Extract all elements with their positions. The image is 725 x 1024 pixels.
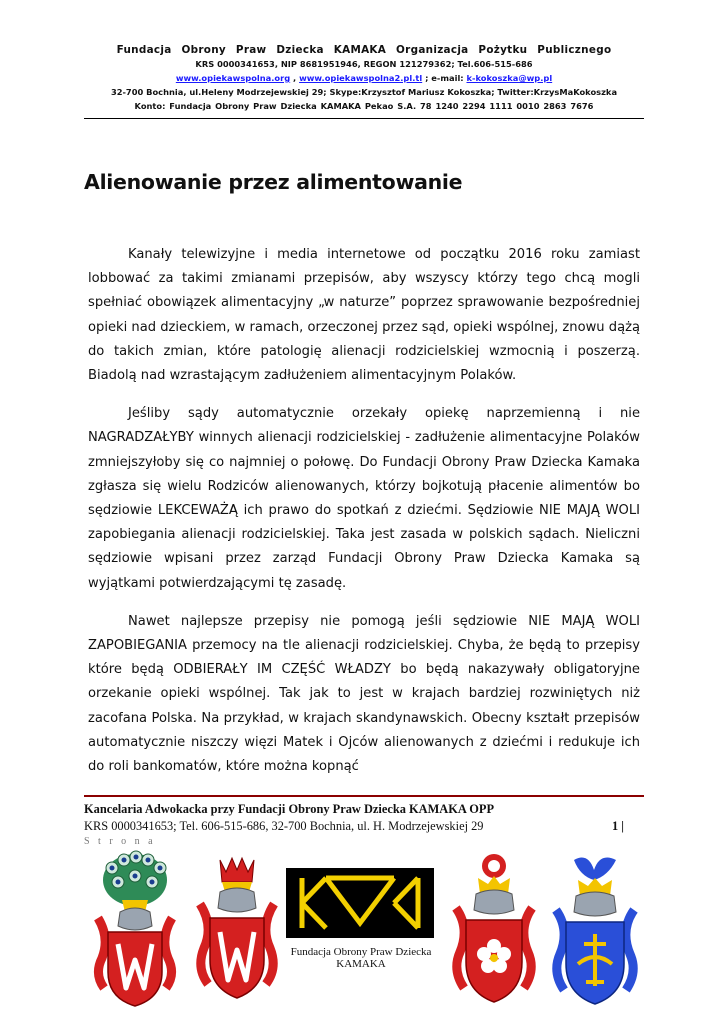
header-bank-account: Konto: Fundacja Obrony Praw Dziecka KAMAKA Pekao S.A. 78 1240 2294 1111 0010 2863 7676: [134, 101, 594, 111]
coat-of-arms-crown-icon: [192, 852, 282, 1018]
coat-of-arms-blue-icon: [548, 850, 642, 1018]
header-address: 32-700 Bochnia, ul.Heleny Modrzejewskiej 29; Skype:Krzysztof Mariusz Kokoszka; Twitter:KrzysMaKokoszka: [110, 87, 618, 97]
coat-of-arms-feathers-icon: [90, 848, 180, 1018]
header-registry: KRS 0000341653, NIP 8681951946, REGON 121279362; Tel.606-515-686: [195, 59, 533, 69]
header-divider: [84, 118, 644, 119]
page-footer: [84, 802, 644, 847]
document-title: Alienowanie przez alimentowanie: [84, 170, 463, 194]
footer-contact: [84, 819, 644, 834]
paragraph-1: Kanały telewizyjne i media internetowe od początku 2016 roku zamiast lobbować za takimi zmianami przepisów, aby wszyscy którzy tego chcą mogli spełniać obowiązek alimentacyjny „w naturze” poprzez sprawowanie bezpośredniej opieki nad dzieckiem, w ramach, orzeczonej przez sąd, opieki wspólnej, znowu dążą do takich zmian, które patologię alienacji rodzicielskiej wzmocnią i poszerzą. Biadolą nad wzrastającym zadłużeniem alimentacyjnym Polaków.: [88, 247, 640, 384]
header-sep-1: ,: [290, 73, 300, 83]
kamaka-emblem-icon: [286, 868, 434, 938]
footer-divider: [84, 795, 644, 797]
footer-contact-text: KRS 0000341653; Tel. 606-515-686, 32-700 Bochnia, ul. H. Modrzejewskiej 29: [84, 819, 484, 833]
logos-row: [0, 848, 725, 1018]
letterhead: [84, 44, 644, 113]
header-links: [84, 72, 644, 85]
coat-of-arms-rose-icon: [448, 848, 540, 1018]
website-link-2[interactable]: www.opiekawspolna2.pl.tl: [299, 73, 423, 83]
kamaka-caption: [286, 946, 436, 970]
footer-office-name: Kancelaria Adwokacka przy Fundacji Obrony Praw Dziecka KAMAKA OPP: [84, 802, 495, 816]
document-body: [88, 243, 640, 793]
kamaka-caption-line1: Fundacja Obrony Praw Dziecka: [290, 946, 432, 958]
kamaka-caption-line2: KAMAKA: [336, 958, 386, 970]
page-number: 1 |: [611, 819, 624, 833]
header-sep-2: ; e-mail:: [422, 73, 467, 83]
paragraph-3: Nawet najlepsze przepisy nie pomogą jeśli sędziowie NIE MAJĄ WOLI ZAPOBIEGANIA przemocy na tle alienacji rodzicielskiej. Chyba, że będą to przepisy które będą ODBIERAŁY IM CZĘŚĆ WŁADZY bo będą nakazywały obligatoryjne orzekanie opieki wspólnej. Tak jak to jest w krajach bardziej rozwiniętych niż zacofana Polska. Na przykład, w krajach skandynawskich. Obecny kształt przepisów automatycznie niszczy więzi Matek i Ojców alienowanych z dziećmi i redukuje ich do roli bankomatów, które można kopnąć: [88, 613, 640, 775]
kamaka-logo: [286, 868, 436, 970]
header-org-name: Fundacja Obrony Praw Dziecka KAMAKA Organizacja Pożytku Publicznego: [116, 44, 612, 56]
website-link-1[interactable]: www.opiekawspolna.org: [175, 73, 291, 83]
email-link[interactable]: k-kokoszka@wp.pl: [466, 73, 553, 83]
footer-strona-label: S t r o n a: [84, 836, 156, 847]
paragraph-2: Jeśliby sądy automatycznie orzekały opiekę naprzemienną i nie NAGRADZAŁYBY winnych alienacji rodzicielskiej - zadłużenie alimentacyjne Polaków zmniejszyłoby się co najmniej o połowę. Do Fundacji Obrony Praw Dziecka Kamaka zgłasza się wielu Rodziców alienowanych, którzy bojkotują płacenie alimentów bo sędziowie LEKCEWAŻĄ ich prawo do spotkań z dziećmi. Sędziowie NIE MAJĄ WOLI zapobiegania alienacji rodzicielskiej. Taka jest zasada w polskich sądach. Nieliczni sędziowie wpisani przez zarząd Fundacji Obrony Praw Dziecka Kamaka są wyjątkami potwierdzającymi tę zasadę.: [88, 406, 640, 591]
